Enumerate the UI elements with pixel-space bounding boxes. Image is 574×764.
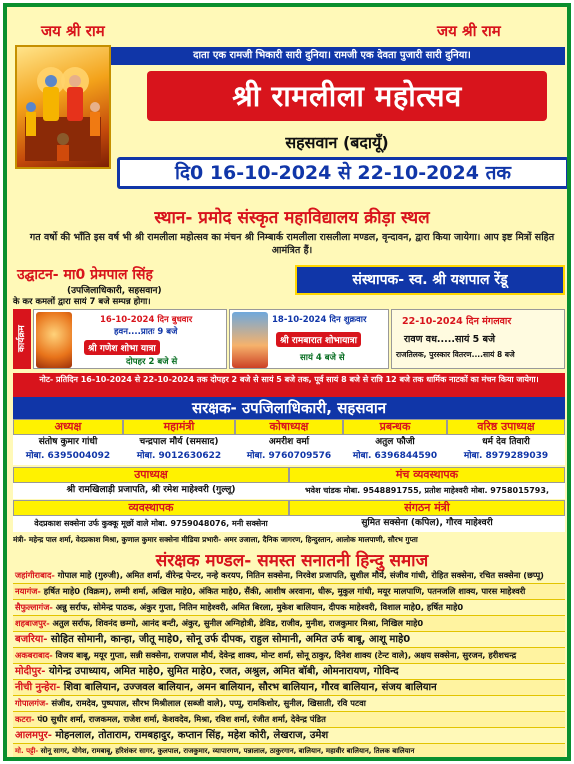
member-area-label: आलमपुर-	[15, 730, 56, 741]
officer-phone: मोबा. 8979289039	[463, 451, 549, 461]
founder-box: संस्थापक- स्व. श्री यशपाल रेंडू	[295, 265, 565, 295]
officer-phone: मोबा. 6395004092	[25, 451, 111, 461]
officer-name: अमरीश वर्मा	[268, 437, 310, 447]
program-side-label: कार्यक्रम	[13, 309, 31, 369]
member-names: विजय बाबू, मयूर गुप्ता, सन्नी सक्सेना, राजपाल मौर्य, देवेन्द्र शाक्य, मोन्ट शर्मा, सोनू ठाकुर, दिनेश शाक्य (टेन्ट वाले), अक्षय सक्सेना, सुरजन, हरीशचन्द्र	[55, 650, 517, 660]
jai-shri-ram-right: जय श्री राम	[437, 22, 501, 40]
member-names: गोपाल माहे (गुरुजी), अमित शर्मा, वीरेन्द्र पेन्टर, नन्हे करयप, नितिन सक्सेना, निरवेश प्रजापति, सुशील मौर्य, संजीव गांधी, रोहित सक्सेना, रचित सक्सेना (छप्पू)	[57, 570, 544, 580]
officer-title: व्यवस्थापक	[13, 500, 289, 516]
member-area-label: बजरिया-	[15, 634, 51, 645]
member-names: संजीव, रामदेव, पुष्पपाल, सौरभ मिश्रीलाल (सब्जी वाले), पप्पू, रामकिशोर, सुनील, खिसाती, रवि पटवा	[51, 698, 366, 708]
member-area-label: गोपालगंज-	[15, 698, 52, 708]
officer-name: अतुल फौजी	[375, 437, 415, 447]
officer-title: वरिष्ठ उपाध्यक्ष	[447, 419, 565, 435]
member-line	[13, 696, 565, 712]
event1-name: श्री गणेश शोभा यात्रा	[84, 340, 160, 355]
member-line	[13, 568, 565, 584]
sanrakshak-heading: संरक्षक मण्डल- समस्त सनातनी हिन्दु समाज	[155, 551, 429, 571]
event1-time2: दोपहर 2 बजे से	[126, 357, 178, 367]
event3-date: 22-10-2024 दिन मंगलवार	[402, 316, 512, 327]
event2-time: सायं 4 बजे से	[300, 353, 345, 363]
member-names: अतुल सर्राफ, शिवनंद छम्गो, आनंद बन्टी, अंकुर, सुनील अग्निहोत्री, डेविड, राजीव, मुनीश, राजकुमार मिश्रा, निखिल माहे0	[52, 618, 424, 628]
member-line	[13, 712, 565, 728]
member-area-label: शहबाजपुर-	[15, 618, 53, 628]
member-line	[13, 648, 565, 664]
patron-bar: सरक्षक- उपजिलाधिकारी, सहसवान	[13, 397, 565, 419]
officer-title: संगठन मंत्री	[289, 500, 565, 516]
schedule-note: नोट- प्रतिदिन 16-10-2024 से 22-10-2024 तक दोपहर 2 बजे से सायं 5 बजे तक, पूर्व सायं 8 बजे से रात्रि 12 बजे तक धार्मिक नाटकों का मंचन किया जायेगा।	[13, 373, 565, 397]
member-list	[13, 568, 565, 761]
inauguration-designation: (उपजिलाधिकारी, सहसवान)	[67, 286, 162, 296]
member-names: हर्षित माहे0 (विक्रम), लम्मी शर्मा, अखिल माहे0, अंकित माहे0, सैंकी, आशीष अरवाना, धीरू, मुकुल गांधी, मयूर मालपाणि, पतनजलि शाक्य, पारस माहेश्वरी	[43, 586, 526, 596]
member-names: मोहनलाल, तोताराम, रामबहादुर, कप्तान सिंह, महेश कोरी, लेखराज, उमेश	[55, 730, 329, 741]
officers-row3	[13, 500, 565, 532]
event1-date: 16-10-2024 दिन बुधवार	[100, 315, 193, 325]
member-area-label: सैफुल्लागंज-	[15, 602, 56, 612]
event-place: सहसवान (बदायूँ)	[285, 133, 389, 152]
intro-text: गत वर्षो की भाँति इस वर्ष भी श्री रामलीला महोत्सव का मंचन श्री निम्बार्क रामलीला रासलीला मण्डल, वृन्दावन, द्वारा किया जायेगा। आप इष्ट मित्रों सहित आमंत्रित हैं।	[29, 232, 555, 256]
member-line	[13, 664, 565, 680]
officer-title: मंच व्यवस्थापक	[289, 467, 565, 483]
officer-title: कोषाध्यक्ष	[235, 419, 343, 435]
officer-phone: मोबा. 6396844590	[352, 451, 438, 461]
member-area-label: नयागंज-	[15, 586, 44, 596]
ram-darbar-image	[15, 45, 111, 169]
officer-title: अध्यक्ष	[13, 419, 123, 435]
officer-names: भवेश चांडक मोबा. 9548891755, प्रतोश माहेश्वरी मोबा. 9758015793,	[305, 486, 549, 495]
event-card-ganesh	[33, 309, 227, 369]
officer-names: वेदप्रकाश सक्सेना उर्फ कुक्कू मूछों वाले मोबा. 9759048076, मनी सक्सेना	[34, 519, 268, 528]
member-line	[13, 744, 565, 760]
member-area-label: कटरा-	[15, 714, 38, 724]
member-line	[13, 680, 565, 696]
officer-names: सुमित सक्सेना (कपिल), गौरव माहेश्वरी	[361, 518, 493, 528]
officer-phone: मोबा. 9012630622	[136, 451, 222, 461]
member-names: शिवा बालियान, उज्जवल बालियान, अमन बालियान, सौरभ बालियान, गौरव बालियान, संजय बालियान	[63, 682, 437, 693]
officer-title: महामंत्री	[123, 419, 235, 435]
jai-shri-ram-left: जय श्री राम	[41, 22, 105, 40]
member-names: सोनू सागर, योगेश, रामबाबू, हरिशंकर सागर, कुलपाल, राजकुमार, व्यापारगण, पन्नालाल, ठाकुरगान, बालियान, महावीर बालियान, तिलक बालियान	[40, 747, 415, 755]
mantri-line: मंत्री- महेन्द्र पाल शर्मा, वेदप्रकाश मिश्रा, कुणाल कुमार सक्सेना मीडिया प्रभारी- अमर उजाला, दैनिक जागरण, हिन्दुस्तान, आलोक मालपाणी, सौरभ गुप्ता	[13, 535, 418, 544]
event2-date: 18-10-2024 दिन शुक्रवार	[272, 315, 367, 325]
ganesh-image	[36, 312, 72, 368]
poster	[3, 3, 571, 761]
mantri-row	[13, 533, 565, 547]
member-names: पं0 सुधीर शर्मा, राजकमल, राजेश शर्मा, केशवदेव, मिश्रा, रविश शर्मा, रंजीत शर्मा, देवेन्द्र पंडित	[37, 714, 326, 724]
member-line	[13, 600, 565, 616]
member-names: अन्नु सर्राफ, सोमेन्द्र पाठक, अंकुर गुप्ता, नितिन माहेश्वरी, अमित बिरला, मुकेश बालियान, दीपक माहेश्वरी, विशाल माहे0, हर्षित माहे0	[55, 602, 464, 612]
officer-name: धर्म देव तिवारी	[482, 437, 530, 447]
event-card-barat	[229, 309, 389, 369]
member-names: योगेन्द्र उपाध्याय, अमित माहे0, सुमित माहे0, रजत, अश्रुल, अमित बॉबी, ओमनारायण, गोविन्द	[48, 666, 399, 677]
officer-names: श्री रामखिलाड़ी प्रजापति, श्री रमेश माहेश्वरी (गुल्लू)	[66, 485, 236, 495]
program-row	[13, 309, 565, 371]
officer-name: संतोष कुमार गांधी	[38, 437, 98, 447]
inauguration-label: उद्घाटन- मा0 प्रेमपाल सिंह	[17, 267, 153, 283]
member-area-label: मोदीपुर-	[15, 666, 49, 677]
officer-phone: मोबा. 9760709576	[246, 451, 332, 461]
member-line	[13, 584, 565, 600]
event-title: श्री रामलीला महोत्सव	[147, 71, 547, 121]
event1-time: हवन....प्रातः 9 बजे	[114, 327, 178, 337]
event3-line2: राजतिलक, पुरस्कार वितरण....सायं 8 बजे	[396, 350, 515, 359]
member-names: सोहित सोमानी, कान्हा, जीतू माहे0, सोनू उर्फ दीपक, राहुल सोमानी, अमित उर्फ बाबू, आशू माहे0	[50, 634, 411, 645]
event-card-ravan	[391, 309, 565, 369]
ram-barat-image	[232, 312, 268, 368]
officers-row1	[13, 419, 565, 465]
member-line	[13, 616, 565, 632]
officer-title: उपाध्यक्ष	[13, 467, 289, 483]
event2-name: श्री रामबारात शोभायात्रा	[276, 332, 361, 347]
event-dates: दि0 16-10-2024 से 22-10-2024 तक	[117, 157, 569, 189]
event3-line1: रावण वध.....सायं 5 बजे	[404, 334, 496, 345]
member-line	[13, 728, 565, 744]
member-area-label: जहांगीराबाद-	[15, 570, 58, 580]
officers-row2	[13, 467, 565, 499]
member-area-label: नीची नुन्हेरा-	[15, 682, 64, 693]
officer-name: चन्द्रपाल मौर्य (समसाद)	[139, 437, 219, 447]
devotional-banner: दाता एक रामजी भिकारी सारी दुनिया। रामजी एक देवता पुजारी सारी दुनिया।	[99, 47, 565, 65]
member-area-label: मो. पट्टी-	[15, 747, 41, 755]
inauguration-note: के कर कमलों द्वारा सायं 7 बजे सम्पन्न होगा।	[13, 297, 151, 307]
event-venue: स्थान- प्रमोद संस्कृत महाविद्यालय क्रीड़ा स्थल	[154, 208, 430, 228]
member-line	[13, 632, 565, 648]
member-area-label: अकबराबाद-	[15, 650, 56, 660]
officer-title: प्रबन्धक	[343, 419, 447, 435]
